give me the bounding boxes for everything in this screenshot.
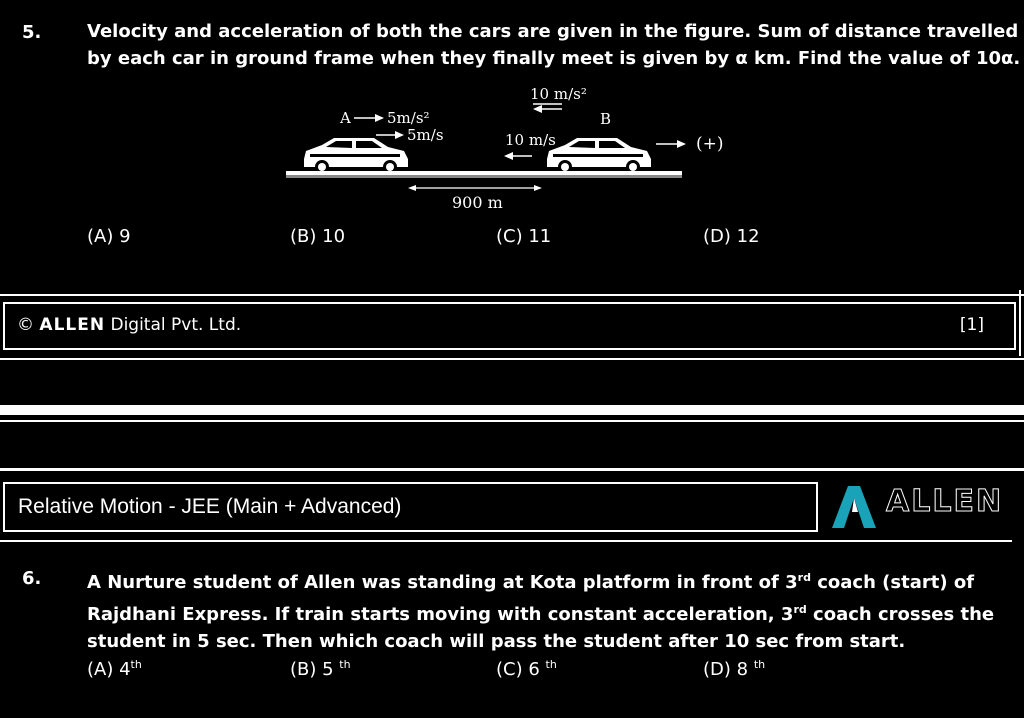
car-b-label: B bbox=[600, 110, 612, 128]
footer-brand bbox=[17, 315, 241, 335]
q5-option-b[interactable]: (B) 10 bbox=[290, 226, 346, 247]
q6-text-line3: student in 5 sec. Then which coach will pass the student after 10 sec from start. bbox=[87, 631, 906, 652]
q6-option-d-label: (D) 8 bbox=[703, 659, 754, 680]
q5-figure-svg bbox=[280, 82, 750, 214]
copyright-symbol: © bbox=[17, 315, 34, 335]
q5-option-c[interactable]: (C) 11 bbox=[496, 226, 552, 247]
company-name: Digital Pvt. Ltd. bbox=[110, 315, 242, 335]
allen-logo bbox=[828, 482, 1008, 532]
page-break-band bbox=[0, 405, 1024, 415]
q6-option-a[interactable] bbox=[87, 658, 142, 680]
q6-line1-b: coach (start) of bbox=[810, 572, 975, 593]
header-bottom-rule bbox=[0, 540, 1012, 542]
footer-bottom-rule bbox=[0, 358, 1024, 360]
q6-line2-b: coach crosses the bbox=[806, 604, 995, 625]
q6-option-b-label: (B) 5 bbox=[290, 659, 340, 680]
q6-text-line1 bbox=[87, 564, 999, 596]
q6-line2-sup: rd bbox=[793, 603, 807, 616]
accel-a-label: 5m/s² bbox=[387, 109, 430, 127]
q6-option-b-sup: th bbox=[339, 658, 351, 671]
q6-option-c-label: (C) 6 bbox=[496, 659, 546, 680]
q5-option-d[interactable]: (D) 12 bbox=[703, 226, 760, 247]
header-title: Relative Motion - JEE (Main + Advanced) bbox=[18, 495, 402, 518]
q6-line2-a: Rajdhani Express. If train starts moving with constant acceleration, 3 bbox=[87, 604, 794, 625]
footer-side-rule bbox=[1019, 290, 1021, 356]
distance-label: 900 m bbox=[452, 193, 503, 212]
q5-text-line1: Velocity and acceleration of both the cars are given in the figure. Sum of distance travelled bbox=[87, 21, 1019, 42]
q6-option-c-sup: th bbox=[545, 658, 557, 671]
q6-text-line2 bbox=[87, 596, 999, 628]
footer-top-rule bbox=[0, 294, 1024, 296]
q6-option-a-label: (A) 4 bbox=[87, 659, 131, 680]
brand-name: ALLEN bbox=[39, 315, 106, 335]
q6-option-b[interactable] bbox=[290, 658, 351, 680]
header-title-box bbox=[3, 482, 818, 532]
q6-line1-a: A Nurture student of Allen was standing at Kota platform in front of 3 bbox=[87, 572, 798, 593]
header-top-rule bbox=[0, 468, 1024, 471]
q5-number: 5. bbox=[22, 22, 42, 43]
q5-figure bbox=[280, 82, 750, 214]
page-break-rule bbox=[0, 420, 1024, 422]
page-number: [1] bbox=[959, 315, 984, 335]
vel-a-label: 5m/s bbox=[407, 126, 444, 144]
q6-option-a-sup: th bbox=[130, 658, 142, 671]
q5-text bbox=[87, 18, 1021, 72]
ground bbox=[286, 171, 682, 175]
footer-box bbox=[3, 302, 1016, 350]
vel-b-label: 10 m/s bbox=[505, 131, 556, 149]
car-b-icon bbox=[547, 138, 651, 174]
car-a-label: A bbox=[340, 109, 351, 127]
q5-text-line2: by each car in ground frame when they finally meet is given by α km. Find the value of 10α. bbox=[87, 48, 1021, 69]
q6-text bbox=[87, 564, 999, 655]
allen-logo-text: ALLEN bbox=[886, 484, 1004, 519]
q6-option-c[interactable] bbox=[496, 658, 557, 680]
accel-b-label: 10 m/s² bbox=[530, 85, 587, 103]
q6-option-d[interactable] bbox=[703, 658, 765, 680]
q6-number: 6. bbox=[22, 568, 42, 589]
q6-option-d-sup: th bbox=[753, 658, 766, 671]
positive-direction-label: (+) bbox=[696, 134, 724, 154]
car-a-icon bbox=[304, 138, 408, 174]
q5-option-a[interactable]: (A) 9 bbox=[87, 226, 131, 247]
q6-line1-sup: rd bbox=[797, 571, 811, 584]
